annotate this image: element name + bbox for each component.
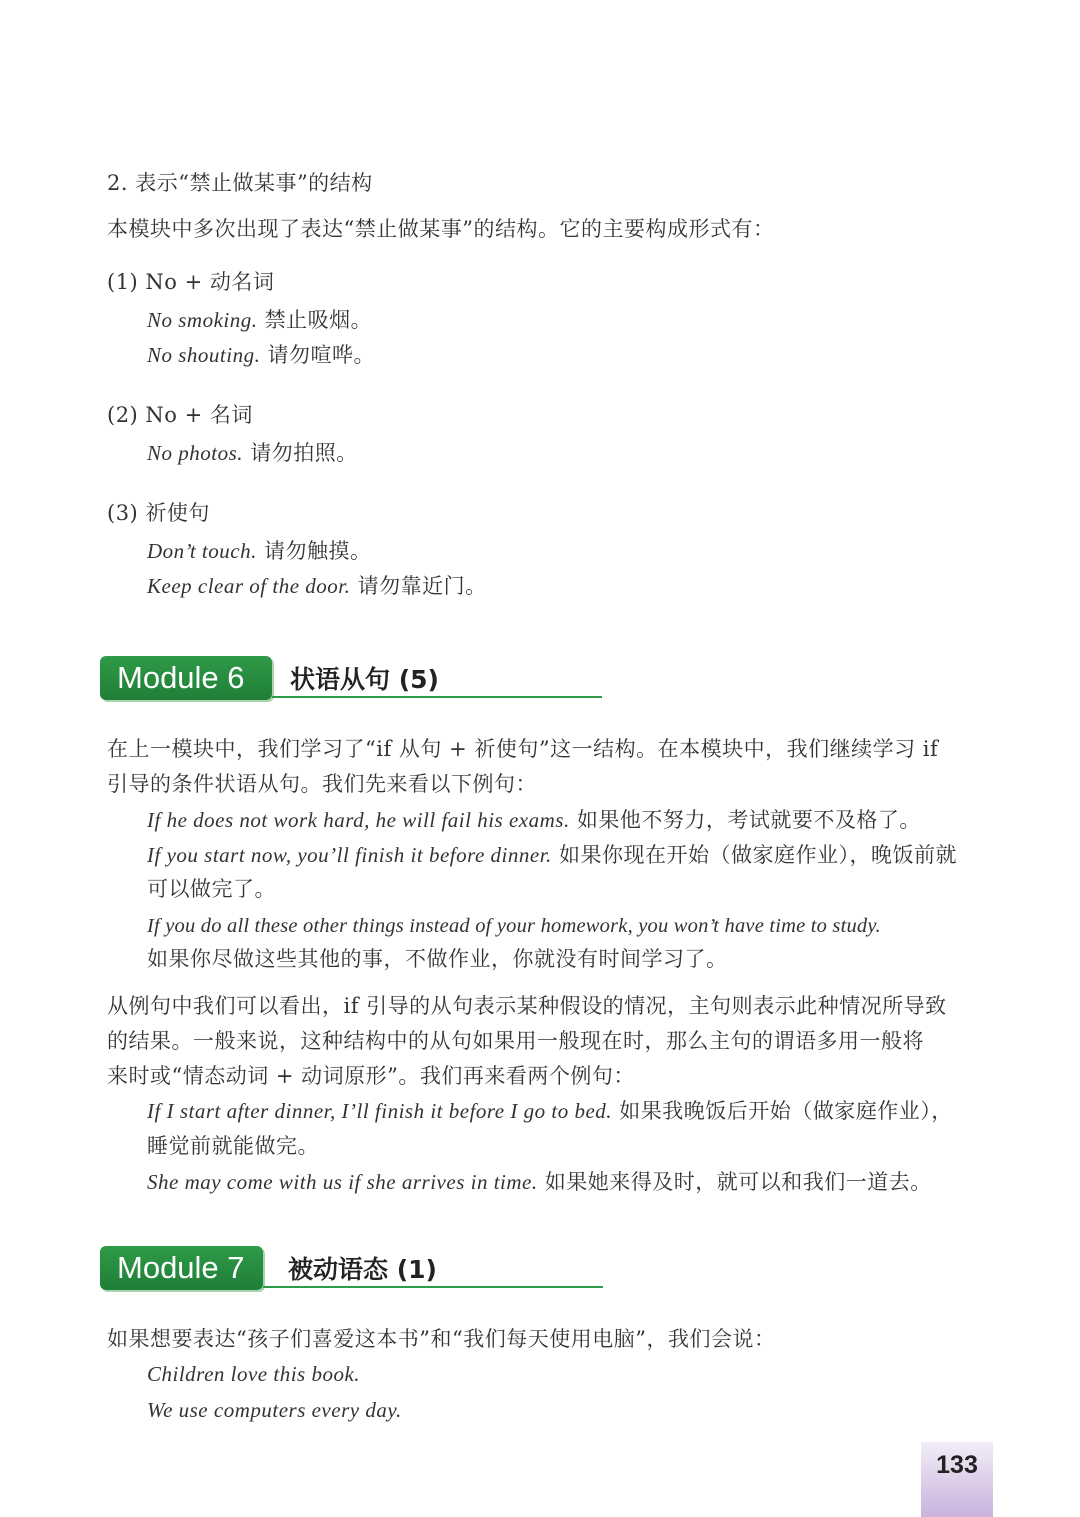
- section-intro: 本模块中多次出现了表达“禁止做某事”的结构。它的主要构成形式有：: [107, 217, 775, 241]
- example-line: [147, 1398, 402, 1423]
- example-zh: 请勿触摸。: [256, 539, 372, 563]
- module-title: 被动语态 (1): [288, 1255, 437, 1284]
- example-en: If he does not work hard, he will fail his exams.: [147, 808, 570, 832]
- example-zh: 请勿喧哗。: [260, 343, 376, 367]
- example-en: If you start now, you’ll finish it before dinner.: [147, 843, 552, 867]
- example-en: No photos.: [147, 441, 244, 465]
- example-en: No smoking.: [147, 308, 258, 332]
- example-en: We use computers every day.: [147, 1398, 402, 1422]
- module-badge: Module 7: [100, 1246, 263, 1290]
- item-label-3: (3) 祈使句: [107, 501, 210, 525]
- module-6-heading: [100, 656, 610, 702]
- module-rule: [263, 1286, 603, 1288]
- example-en: Keep clear of the door.: [147, 574, 351, 598]
- example-line: [147, 808, 921, 833]
- module-title: 状语从句 (5): [290, 665, 439, 694]
- paragraph-line: 引导的条件状语从句。我们先来看以下例句：: [107, 772, 537, 796]
- example-line: [147, 441, 358, 466]
- item-label-1: (1) No + 动名词: [107, 270, 275, 294]
- paragraph-line: 的结果。一般来说，这种结构中的从句如果用一般现在时，那么主句的谓语多用一般将: [107, 1029, 924, 1053]
- example-en: Don’t touch.: [147, 539, 257, 563]
- example-line: [147, 913, 881, 939]
- module-7-heading: [100, 1246, 610, 1292]
- example-en: No shouting.: [147, 343, 261, 367]
- item-label-2: (2) No + 名词: [107, 403, 253, 427]
- example-line: [147, 1099, 953, 1124]
- example-line: [147, 1134, 319, 1159]
- example-line: [147, 947, 728, 972]
- example-line: [147, 843, 957, 868]
- example-zh: 如果他不努力，考试就要不及格了。: [569, 808, 921, 832]
- example-zh: 睡觉前就能做完。: [147, 1134, 319, 1158]
- example-zh: 禁止吸烟。: [257, 308, 373, 332]
- example-line: [147, 574, 487, 599]
- example-line: [147, 343, 375, 368]
- example-zh: 请勿靠近门。: [350, 574, 487, 598]
- paragraph-line: 如果想要表达“孩子们喜爱这本书”和“我们每天使用电脑”，我们会说：: [107, 1327, 776, 1351]
- example-zh: 请勿拍照。: [243, 441, 358, 465]
- paragraph-line: 在上一模块中，我们学习了“if 从句 + 祈使句”这一结构。在本模块中，我们继续学习 if: [107, 737, 939, 761]
- module-badge: Module 6: [100, 656, 272, 700]
- example-line: [147, 308, 372, 333]
- module-rule: [272, 696, 602, 698]
- example-zh: 如果你尽做这些其他的事，不做作业，你就没有时间学习了。: [147, 947, 728, 971]
- page-number: 133: [936, 1451, 978, 1479]
- example-zh: 可以做完了。: [147, 877, 276, 901]
- example-en: If I start after dinner, I’ll finish it before I go to bed.: [147, 1099, 613, 1123]
- section-heading: 2. 表示“禁止做某事”的结构: [107, 171, 373, 195]
- example-en: If you do all these other things instead of your homework, you won’t have time to study.: [147, 915, 881, 937]
- example-line: [147, 539, 372, 564]
- example-line: [147, 1362, 360, 1387]
- example-zh: 如果你现在开始（做家庭作业），晚饭前就: [551, 843, 957, 867]
- example-line: [147, 1170, 932, 1195]
- example-en: She may come with us if she arrives in time.: [147, 1170, 538, 1194]
- example-line: [147, 877, 276, 902]
- example-zh: 如果我晚饭后开始（做家庭作业），: [612, 1099, 953, 1123]
- paragraph-line: 来时或“情态动词 + 动词原形”。我们再来看两个例句：: [107, 1064, 635, 1088]
- example-zh: 如果她来得及时，就可以和我们一道去。: [537, 1170, 932, 1194]
- example-en: Children love this book.: [147, 1362, 361, 1386]
- paragraph-line: 从例句中我们可以看出，if 引导的从句表示某种假设的情况，主句则表示此种情况所导致: [107, 994, 947, 1018]
